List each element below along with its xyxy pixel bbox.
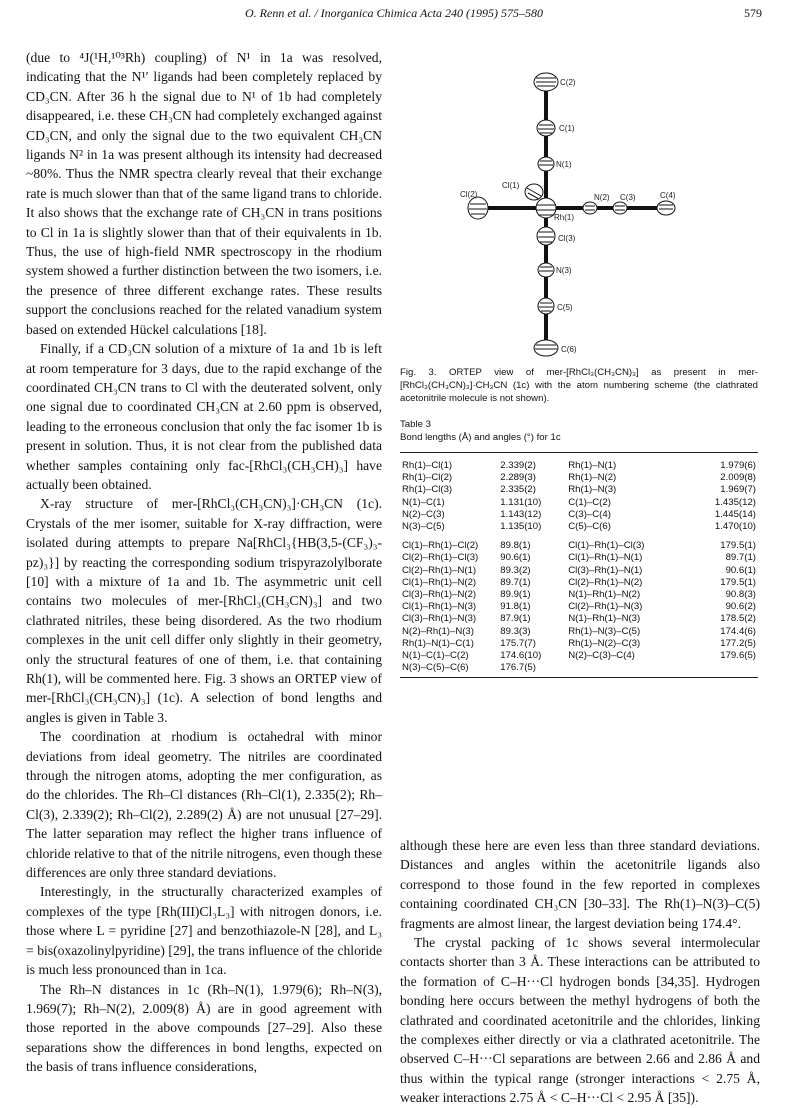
table-cell-parameter: Rh(1)–Cl(3) [402, 484, 453, 496]
table-body [400, 453, 758, 674]
table-cell-value: 175.7(7) [500, 637, 536, 649]
table-title [400, 418, 561, 444]
paragraph: although these here are even less than three standard deviations. Distances and angles within the acetonitrile ligands also correspond to those found in the few reported in complexes containing coordinated CH₃CN [30–33]. The Rh(1)–N(3)–C(5) fragments are almost linear, the largest deviation being 174.4°. [400, 838, 760, 931]
table-cell-parameter: N(3)–C(5)–C(6) [402, 662, 469, 674]
table-cell-value: 177.2(5) [720, 637, 756, 649]
table-row [400, 662, 758, 674]
running-title: O. Renn et al. / Inorganica Chimica Acta 240 (1995) 575–580 [245, 6, 543, 20]
table-row [400, 472, 758, 484]
atom-cl2 [468, 197, 488, 219]
table-row [400, 565, 758, 577]
table-row [400, 533, 758, 552]
table-cell-parameter: Cl(2)–Rh(1)–N(1) [402, 564, 477, 576]
table-cell-value: 91.8(1) [500, 601, 531, 613]
table-cell-parameter: Rh(1)–N(3) [568, 484, 617, 496]
table-cell-parameter: N(1)–C(1)–C(2) [402, 650, 469, 662]
table-row [400, 613, 758, 625]
table-row [400, 626, 758, 638]
table-cell-parameter: C(3)–C(4) [568, 508, 611, 520]
paragraph: X-ray structure of mer-[RhCl₃(CH₃CN)₃]·CH₃CN (1c). Crystals of the mer isomer, suitable for X-ray diffraction, were isolated during attempts to prepare Na[RhCl₃{HB(3,5-(CF₃)₃-pz)₃}] by reacting the corresponding sodium trispyrazolylborate [10] with a mixture of 1a and 1b. The asymmetric unit cell contains two molecules of mer-[RhCl₃(CH₃CN)₃] and two clathrated nitriles, these being disordered. As the two rhodium complexes in the unit cell differ only slightly in their geometry, only the structural features of one of them, i.e. that containing Rh(1), will be commented here. Fig. 3 shows an ORTEP view of mer-[RhCl₃(CH₃CN)₃] (1c). A selection of bond lengths and angles is given in Table 3. [26, 496, 382, 725]
table-row [400, 577, 758, 589]
table-cell-parameter: N(1)–Rh(1)–N(2) [568, 589, 641, 601]
ortep-drawing [440, 60, 700, 360]
atom-c4 [657, 201, 675, 215]
table-cell-value: 1.470(10) [714, 521, 756, 533]
table-cell-parameter: Cl(2)–Rh(1)–N(2) [568, 576, 643, 588]
table-cell-value: 179.5(1) [720, 540, 756, 552]
label-c3: C(3) [620, 193, 636, 202]
table-cell-parameter: Rh(1)–N(1)–C(1) [402, 637, 474, 649]
table-cell-value: 90.6(1) [725, 564, 756, 576]
table-row [400, 552, 758, 564]
atom-c6 [534, 340, 558, 356]
table-cell-parameter: N(1)–Rh(1)–N(3) [568, 613, 641, 625]
table-cell-value: 1.435(12) [714, 496, 756, 508]
label-n1: N(1) [556, 160, 572, 169]
table-cell-value: 2.339(2) [500, 460, 536, 471]
paragraph: The crystal packing of 1c shows several intermolecular contacts shorter than 3 Å. These interactions can be attributed to the formation of C–H···Cl hydrogen bonds [34,35]. Hydrogen bonding here occurs between the methyl hydrogens of both the clathrated and coordinated acetonitrile and the chlorides, linking the complexes either directly or via a clathrated acetonitrile. The observed C–H···Cl separations are between 2.66 and 2.86 Å and thus within the typical range (stronger interactions < 2.75 Å, weaker interactions 2.75 Å < C–H···Cl < 2.95 Å [35]). [400, 935, 760, 1106]
table-cell-value: 1.445(14) [714, 508, 756, 520]
table-row [400, 589, 758, 601]
atom-n2 [583, 202, 597, 214]
table-cell-value: 89.9(1) [500, 589, 531, 601]
table-cell-parameter: C(5)–C(6) [568, 521, 611, 533]
table-cell-parameter: Cl(3)–Rh(1)–N(3) [402, 613, 477, 625]
label-cl2: Cl(2) [460, 190, 478, 199]
table-cell-value: 178.5(2) [720, 613, 756, 625]
running-header [26, 6, 762, 34]
label-c6: C(6) [561, 345, 577, 354]
table-cell-value: 2.289(3) [500, 472, 536, 484]
label-cl1: Cl(1) [502, 181, 520, 190]
table-cell-parameter: Cl(2)–Rh(1)–Cl(3) [402, 552, 479, 564]
label-rh1: Rh(1) [554, 213, 575, 222]
atom-n1 [538, 157, 554, 171]
table-label: Table 3 [400, 419, 431, 430]
label-c4: C(4) [660, 191, 676, 200]
table-cell-parameter: Rh(1)–N(1) [568, 460, 617, 471]
atom-c5 [538, 298, 554, 314]
table-row [400, 601, 758, 613]
table-cell-value: 89.7(1) [500, 576, 531, 588]
table-cell-value: 89.3(3) [500, 625, 531, 637]
table-cell-value: 2.335(2) [500, 484, 536, 496]
table-row [400, 521, 758, 533]
table-cell-parameter [568, 662, 690, 674]
table-cell-value: 90.6(2) [725, 601, 756, 613]
paragraph: The coordination at rhodium is octahedral with minor deviations from ideal geometry. The nitriles are coordinated through the nitrogen atoms, adopting the mer configuration, as do the chlorides. The Rh–Cl distances (Rh–Cl(1), 2.335(2); Rh–Cl(3), 2.339(2); Rh–Cl(2), 2.289(2) Å) are not unusual [27–29]. The latter separation may reflect the higher trans influence of chloride relative to that of the nitrile nitrogens, even though these differences are only three standard deviations. [26, 729, 382, 881]
table-cell-value: 174.6(10) [500, 650, 542, 662]
atom-labels [460, 78, 676, 354]
atom-cl1 [525, 184, 543, 200]
paragraph: Interestingly, in the structurally characterized examples of complexes of the type [Rh(III)Cl₃L₃] with nitrogen donors, i.e. those where L = pyridine [27] and benzothiazole-N [28], and L₃ = bis(oxazolinylpyridine) [29], the trans influence of the chloride is much less pronounced than in 1ca. [26, 884, 382, 978]
table-cell-value: 90.6(1) [500, 552, 531, 564]
table-cell-parameter: Cl(3)–Rh(1)–N(1) [568, 564, 643, 576]
table-row [400, 650, 758, 662]
paragraph: (due to ⁴J(¹H,¹⁰³Rh) coupling) of N¹ in 1a was resolved, indicating that the N¹′ ligands had been completely replaced by CD₃CN. After 36 h the signal due to N¹ of 1b had completely disappeared, i.e. these CH₃CN had completely exchanged against CD₃CN, and only the signal due to the two equivalent CH₃CN ligands N² in 1a was present although its intensity had decreased ~80%. Thus the NMR spectra clearly reveal that their exchange rate is much slower than that of the same ligand trans to chloride. It also shows that the exchange rate of CH₃CN in trans positions to Cl in 1a is slightly slower than that of their equivalents in 1b. Thus, the use of high-field NMR spectroscopy in the rhodium system showed a further distinction between the two isomers, i.e. the presence of three different exchange rates. These results support the conclusions reached for the related vanadium system based on extended Hückel calculations [18]. [26, 50, 382, 337]
table-bottom-rule [400, 677, 758, 678]
table-cell-parameter: Rh(1)–N(3)–C(5) [568, 625, 641, 637]
table-cell-parameter: Cl(1)–Rh(1)–Cl(2) [402, 540, 479, 552]
table-row [400, 484, 758, 496]
table-cell-value: 1.143(12) [500, 508, 542, 520]
table-cell-value: 90.8(3) [725, 589, 756, 601]
table-cell-value: 89.8(1) [500, 540, 531, 552]
table-cell-parameter: N(2)–C(3)–C(4) [568, 650, 635, 662]
figure-caption: Fig. 3. ORTEP view of mer-[RhCl₃(CH₃CN)₃] as present in mer-[RhCl₃(CH₃CN)₃]·CH₃CN (1c) with the atom numbering scheme (the clathrated acetonitrile molecule is not shown). [400, 367, 758, 404]
table-row [400, 497, 758, 509]
bond-table [400, 452, 758, 678]
atom-rh1 [536, 198, 556, 218]
atom-c2-top [534, 73, 558, 91]
table-cell-value: 87.9(1) [500, 613, 531, 625]
table-cell-parameter: Cl(3)–Rh(1)–N(2) [402, 589, 477, 601]
table-caption: Bond lengths (Å) and angles (°) for 1c [400, 432, 561, 443]
table-cell-value: 1.131(10) [500, 496, 542, 508]
atom-cl3 [537, 227, 555, 245]
right-column [400, 836, 760, 1108]
paragraph: The Rh–N distances in 1c (Rh–N(1), 1.979(6); Rh–N(3), 1.969(7); Rh–N(2), 2.009(8) Å) are in good agreement with those reported in the above compounds [27–29]. Also these separations show the differences in bond lengths, expected on the basis of trans influence considerations, [26, 981, 382, 1075]
table-cell-parameter: N(3)–C(5) [402, 521, 445, 533]
table-row [400, 453, 758, 472]
table-cell-value: 179.5(1) [720, 576, 756, 588]
label-n3: N(3) [556, 266, 572, 275]
table-cell-parameter: Rh(1)–Cl(1) [402, 460, 453, 471]
table-cell-value [690, 662, 758, 674]
label-n2: N(2) [594, 193, 610, 202]
table-cell-value: 89.7(1) [725, 552, 756, 564]
table-cell-value: 2.009(8) [720, 472, 756, 484]
table-cell-parameter: Rh(1)–Cl(2) [402, 472, 453, 484]
label-c1-top: C(1) [559, 124, 575, 133]
table-cell-parameter: Rh(1)–N(2)–C(3) [568, 637, 641, 649]
table-cell-parameter: N(1)–C(1) [402, 496, 445, 508]
label-cl3: Cl(3) [558, 234, 576, 243]
table-cell-value: 174.4(6) [720, 625, 756, 637]
table-row [400, 509, 758, 521]
label-c5: C(5) [557, 303, 573, 312]
table-cell-parameter: Rh(1)–N(2) [568, 472, 617, 484]
atom-c3 [613, 202, 627, 214]
table-cell-value: 179.6(5) [720, 650, 756, 662]
table-row [400, 638, 758, 650]
table-cell-value: 89.3(2) [500, 564, 531, 576]
atom-n3 [538, 263, 554, 277]
label-c2-top: C(2) [560, 78, 576, 87]
table-cell-parameter: Cl(2)–Rh(1)–N(3) [568, 601, 643, 613]
bond-data-table [400, 453, 758, 674]
page-number: 579 [744, 6, 762, 20]
table-cell-parameter: Cl(1)–Rh(1)–N(3) [402, 601, 477, 613]
table-cell-parameter: Cl(1)–Rh(1)–N(2) [402, 576, 477, 588]
table-cell-value: 176.7(5) [500, 662, 536, 674]
ortep-figure [440, 60, 700, 360]
left-column [26, 48, 382, 1077]
table-cell-parameter: Cl(1)–Rh(1)–N(1) [568, 552, 643, 564]
paragraph: Finally, if a CD₃CN solution of a mixture of 1a and 1b is left at room temperature for 3 days, due to the rapid exchange of the coordinated CH₃CN trans to Cl with the deuterated solvent, only one signal due to coordinated CH₃CN at 2.60 ppm is observed, leading to the erroneous conclusion that only the fac isomer 1b is present in solution. Thus, it is not clear from the published data whether samples containing only fac-[RhCl₃(CH₃CH)₃] have actually been obtained. [26, 341, 382, 492]
table-cell-parameter: Cl(1)–Rh(1)–Cl(3) [568, 540, 645, 552]
table-cell-parameter: N(2)–C(3) [402, 508, 445, 520]
table-cell-value: 1.135(10) [500, 521, 542, 533]
table-cell-parameter: N(2)–Rh(1)–N(3) [402, 625, 474, 637]
table-cell-value: 1.969(7) [720, 484, 756, 496]
table-cell-value: 1.979(6) [720, 460, 756, 471]
table-cell-parameter: C(1)–C(2) [568, 496, 611, 508]
atom-c1-top [537, 120, 555, 136]
